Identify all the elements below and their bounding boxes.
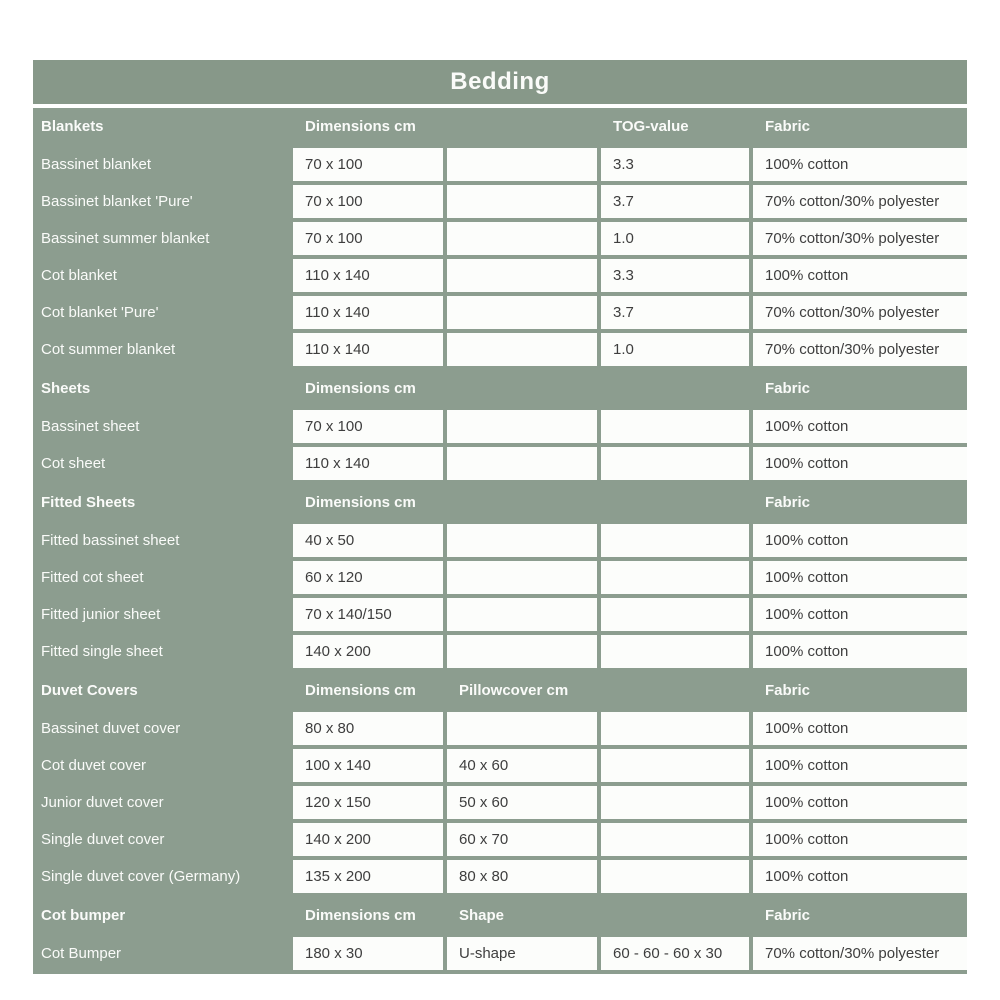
table-cell: 3.3 xyxy=(601,259,749,292)
section-header-row xyxy=(33,484,967,520)
row-label: Fitted single sheet xyxy=(41,643,163,660)
column-header: Shape xyxy=(459,907,505,924)
row-label: Bassinet blanket 'Pure' xyxy=(41,193,193,210)
table-cell xyxy=(601,447,749,480)
column-header: TOG-value xyxy=(613,118,689,135)
table-cell: 70% cotton/30% polyester xyxy=(753,222,967,255)
table-cell: 100% cotton xyxy=(753,598,967,631)
column-header xyxy=(601,370,749,406)
table-cell xyxy=(601,823,749,856)
column-header: Dimensions cm xyxy=(305,907,416,924)
table-cell: 110 x 140 xyxy=(293,447,443,480)
table-row xyxy=(33,148,967,181)
table-row xyxy=(33,635,967,668)
table-cell: 100% cotton xyxy=(753,749,967,782)
table-cell: 110 x 140 xyxy=(293,296,443,329)
table-cell: 80 x 80 xyxy=(447,860,597,893)
row-label: Fitted bassinet sheet xyxy=(41,532,180,549)
column-header: Fabric xyxy=(765,118,811,135)
table-cell: U-shape xyxy=(447,937,597,970)
table-cell: 135 x 200 xyxy=(293,860,443,893)
section-header-row xyxy=(33,108,967,144)
table-cell xyxy=(601,635,749,668)
section-title: Duvet Covers xyxy=(41,682,138,699)
table-cell xyxy=(447,635,597,668)
table-cell xyxy=(601,410,749,443)
section-title: Blankets xyxy=(41,118,104,135)
table-cell: 140 x 200 xyxy=(293,823,443,856)
table-row xyxy=(33,185,967,218)
table-cell: 50 x 60 xyxy=(447,786,597,819)
column-header: Fabric xyxy=(765,380,811,397)
table-cell: 70 x 100 xyxy=(293,148,443,181)
row-label: Cot blanket 'Pure' xyxy=(41,304,159,321)
table-row xyxy=(33,259,967,292)
table-cell: 70 x 100 xyxy=(293,222,443,255)
table-cell: 60 x 70 xyxy=(447,823,597,856)
row-label: Cot summer blanket xyxy=(41,341,176,358)
column-header: Dimensions cm xyxy=(305,118,416,135)
row-label: Single duvet cover (Germany) xyxy=(41,868,241,885)
table-cell xyxy=(447,447,597,480)
table-cell xyxy=(601,524,749,557)
row-label: Cot blanket xyxy=(41,267,117,284)
table-section xyxy=(33,484,967,668)
table-cell: 100% cotton xyxy=(753,786,967,819)
row-label: Bassinet duvet cover xyxy=(41,720,181,737)
table-cell xyxy=(447,185,597,218)
table-cell xyxy=(447,410,597,443)
table-section xyxy=(33,370,967,480)
table-row xyxy=(33,712,967,745)
row-label: Single duvet cover xyxy=(41,831,165,848)
table-cell: 100% cotton xyxy=(753,561,967,594)
table-cell: 70% cotton/30% polyester xyxy=(753,333,967,366)
column-header: Fabric xyxy=(765,907,811,924)
table-cell: 40 x 60 xyxy=(447,749,597,782)
table-row xyxy=(33,333,967,366)
table-cell xyxy=(601,786,749,819)
table-cell: 110 x 140 xyxy=(293,333,443,366)
table-row xyxy=(33,860,967,893)
column-header: Fabric xyxy=(765,682,811,699)
row-label: Cot duvet cover xyxy=(41,757,147,774)
bedding-table xyxy=(33,60,967,974)
column-header xyxy=(601,484,749,520)
table-cell: 1.0 xyxy=(601,222,749,255)
table-cell: 70 x 100 xyxy=(293,185,443,218)
section-title: Cot bumper xyxy=(41,907,126,924)
table-title-bar xyxy=(33,60,967,104)
table-cell: 100% cotton xyxy=(753,860,967,893)
row-label: Bassinet blanket xyxy=(41,156,152,173)
row-label: Cot sheet xyxy=(41,455,106,472)
table-cell xyxy=(447,296,597,329)
table-row xyxy=(33,749,967,782)
table-row xyxy=(33,296,967,329)
table-cell: 100% cotton xyxy=(753,524,967,557)
table-row xyxy=(33,447,967,480)
row-label: Cot Bumper xyxy=(41,945,122,962)
row-label: Bassinet sheet xyxy=(41,418,140,435)
section-title: Fitted Sheets xyxy=(41,494,136,511)
table-cell: 110 x 140 xyxy=(293,259,443,292)
table-cell: 70% cotton/30% polyester xyxy=(753,185,967,218)
column-header: Dimensions cm xyxy=(305,380,416,397)
table-cell xyxy=(447,222,597,255)
table-cell: 70 x 140/150 xyxy=(293,598,443,631)
table-row xyxy=(33,561,967,594)
table-cell: 100% cotton xyxy=(753,148,967,181)
column-header xyxy=(447,370,597,406)
table-cell: 3.7 xyxy=(601,296,749,329)
table-row xyxy=(33,786,967,819)
table-cell: 70 x 100 xyxy=(293,410,443,443)
table-cell xyxy=(601,860,749,893)
table-cell: 70% cotton/30% polyester xyxy=(753,296,967,329)
table-cell: 40 x 50 xyxy=(293,524,443,557)
table-cell: 3.3 xyxy=(601,148,749,181)
table-cell xyxy=(447,333,597,366)
section-header-row xyxy=(33,672,967,708)
table-cell: 60 x 120 xyxy=(293,561,443,594)
table-cell: 100% cotton xyxy=(753,823,967,856)
section-header-row xyxy=(33,370,967,406)
table-cell: 80 x 80 xyxy=(293,712,443,745)
table-row xyxy=(33,598,967,631)
table-cell xyxy=(601,598,749,631)
column-header xyxy=(601,897,749,933)
table-body xyxy=(33,108,967,974)
table-cell xyxy=(447,712,597,745)
table-cell xyxy=(601,749,749,782)
table-cell: 3.7 xyxy=(601,185,749,218)
table-cell xyxy=(447,259,597,292)
table-section xyxy=(33,672,967,893)
table-cell xyxy=(447,148,597,181)
row-label: Fitted cot sheet xyxy=(41,569,144,586)
table-row xyxy=(33,524,967,557)
table-cell xyxy=(601,561,749,594)
page-title: Bedding xyxy=(450,68,550,95)
table-cell: 100 x 140 xyxy=(293,749,443,782)
table-cell: 120 x 150 xyxy=(293,786,443,819)
table-section xyxy=(33,897,967,970)
table-cell xyxy=(601,712,749,745)
table-section xyxy=(33,108,967,366)
column-header xyxy=(447,484,597,520)
table-cell: 60 - 60 - 60 x 30 xyxy=(601,937,749,970)
column-header: Dimensions cm xyxy=(305,494,416,511)
table-cell xyxy=(447,524,597,557)
table-cell: 100% cotton xyxy=(753,635,967,668)
row-label: Bassinet summer blanket xyxy=(41,230,210,247)
table-cell: 70% cotton/30% polyester xyxy=(753,937,967,970)
table-cell: 100% cotton xyxy=(753,259,967,292)
column-header: Pillowcover cm xyxy=(459,682,569,699)
row-label: Junior duvet cover xyxy=(41,794,164,811)
table-cell: 100% cotton xyxy=(753,410,967,443)
table-row xyxy=(33,410,967,443)
section-title: Sheets xyxy=(41,380,91,397)
table-cell xyxy=(447,598,597,631)
row-label: Fitted junior sheet xyxy=(41,606,161,623)
table-cell: 100% cotton xyxy=(753,447,967,480)
column-header xyxy=(447,108,597,144)
table-cell: 1.0 xyxy=(601,333,749,366)
table-cell: 180 x 30 xyxy=(293,937,443,970)
section-header-row xyxy=(33,897,967,933)
column-header: Fabric xyxy=(765,494,811,511)
table-row xyxy=(33,937,967,970)
column-header: Dimensions cm xyxy=(305,682,416,699)
table-cell xyxy=(447,561,597,594)
column-header xyxy=(601,672,749,708)
table-cell: 140 x 200 xyxy=(293,635,443,668)
table-row xyxy=(33,823,967,856)
table-cell: 100% cotton xyxy=(753,712,967,745)
table-row xyxy=(33,222,967,255)
